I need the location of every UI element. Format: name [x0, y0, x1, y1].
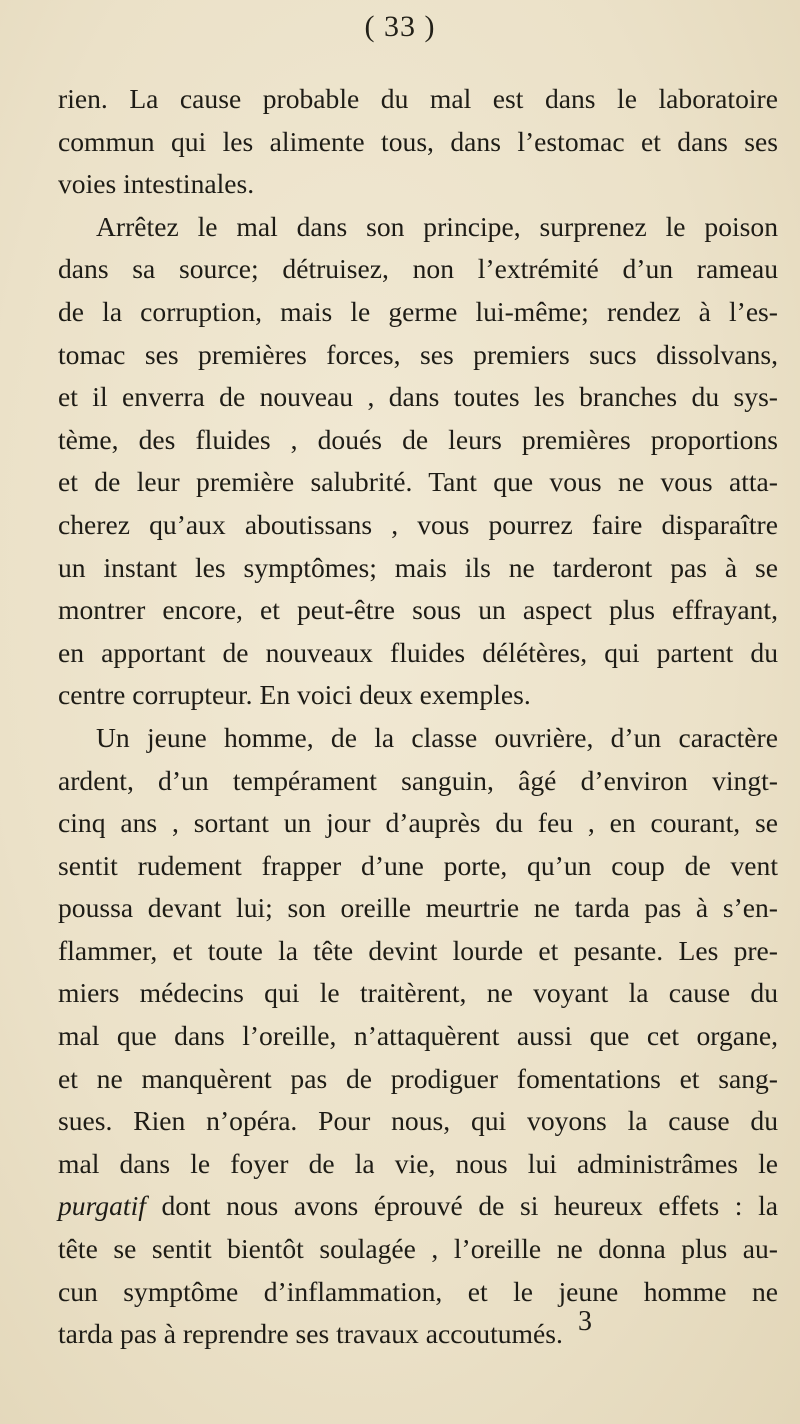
italic-term: purgatif	[58, 1190, 146, 1222]
text-line: et ne manquèrent pas de prodiguer fomentations et sang-	[58, 1062, 778, 1094]
signature-mark: 3	[578, 1306, 592, 1337]
text-line: montrer encore, et peut-être sous un aspect plus effrayant,	[58, 594, 778, 626]
text-line: Un jeune homme, de la classe ouvrière, d’un caractère	[96, 721, 778, 753]
text-line: poussa devant lui; son oreille meurtrie ne tarda pas à s’en-	[58, 892, 778, 924]
text-line: miers médecins qui le traitèrent, ne voyant la cause du	[58, 977, 778, 1009]
text-line: ardent, d’un tempérament sanguin, âgé d’environ vingt-	[58, 764, 778, 796]
text-line: tête se sentit bientôt soulagée , l’oreille ne donna plus au-	[58, 1233, 778, 1265]
text-line: sentit rudement frapper d’une porte, qu’un coup de vent	[58, 849, 778, 881]
text-line: cinq ans , sortant un jour d’auprès du feu , en courant, se	[58, 807, 778, 839]
text-line: en apportant de nouveaux fluides délétères, qui partent du	[58, 636, 778, 668]
text-line: et il enverra de nouveau , dans toutes les branches du sys-	[58, 381, 778, 413]
text-line: tarda pas à reprendre ses travaux accoutumés.	[58, 1318, 563, 1350]
text-line: sues. Rien n’opéra. Pour nous, qui voyons la cause du	[58, 1105, 778, 1137]
text-line	[58, 1185, 778, 1228]
text-line: dans sa source; détruisez, non l’extrémité d’un rameau	[58, 253, 778, 285]
text-line: rien. La cause probable du mal est dans le laboratoire	[58, 83, 778, 114]
text-line: mal dans le foyer de la vie, nous lui administrâmes le	[58, 1147, 778, 1179]
text-line: de la corruption, mais le germe lui-même; rendez à l’es-	[58, 295, 778, 327]
page-number: ( 33 )	[364, 10, 436, 43]
text-segment: dont nous avons éprouvé de si heureux effets : la	[145, 1190, 778, 1222]
text-line: voies intestinales.	[58, 168, 255, 200]
text-line: commun qui les alimente tous, dans l’estomac et dans ses	[58, 125, 778, 157]
text-line: flammer, et toute la tête devint lourde et pesante. Les pre-	[58, 934, 778, 966]
body-text	[58, 78, 778, 1356]
text-line: et de leur première salubrité. Tant que vous ne vous atta-	[58, 466, 778, 498]
text-line: centre corrupteur. En voici deux exemples.	[58, 679, 531, 711]
text-line: Arrêtez le mal dans son principe, surprenez le poison	[96, 210, 778, 242]
text-line: un instant les symptômes; mais ils ne tarderont pas à se	[58, 551, 778, 583]
text-line: cherez qu’aux aboutissans , vous pourrez faire disparaître	[58, 508, 778, 540]
text-line: tème, des fluides , doués de leurs premières proportions	[58, 423, 778, 455]
text-line: cun symptôme d’inflammation, et le jeune homme ne	[58, 1275, 778, 1307]
text-line: mal que dans l’oreille, n’attaquèrent aussi que cet organe,	[58, 1020, 778, 1052]
text-line: tomac ses premières forces, ses premiers sucs dissolvans,	[58, 338, 778, 370]
